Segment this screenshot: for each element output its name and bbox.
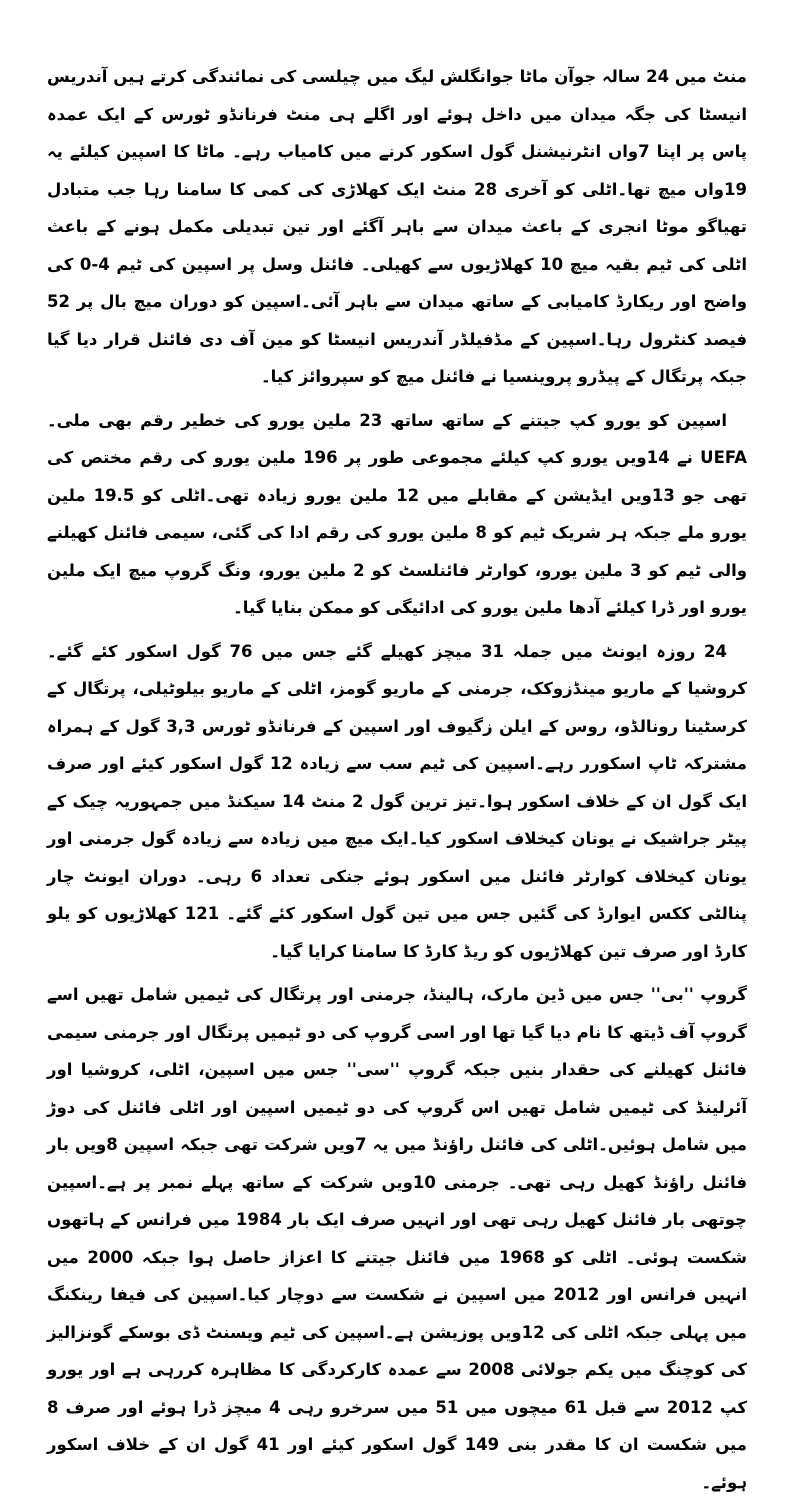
paragraph-prize-money: اسپین کو یورو کپ جیتنے کے ساتھ ساتھ 23 ملین یورو کی خطیر رقم بھی ملی۔ UEFA نے 14ویں یورو کپ کیلئے مجموعی طور پر 196 ملین یورو کی رقم مختص کی تھی جو 13ویں ایڈیشن کے مقابلے میں 12 ملین یورو زیادہ تھی۔اٹلی کو 19.5 ملین یورو ملے جبکہ ہر شریک ٹیم کو 8 ملین یورو کی رقم ادا کی گئی، سیمی فائنل کھیلنے والی ٹیم کو 3 ملین یورو، کوارٹر فائنلسٹ کو 2 ملین یورو، ونگ گروپ میچ ایک ملین یورو اور ڈرا کیلئے آدھا ملین یورو کی ادائیگی کو ممکن بنایا گیا۔ [47,410,748,617]
paragraph-tournament-statistics: 24 روزہ ایونٹ میں جملہ 31 میچز کھیلے گئے جس میں 76 گول اسکور کئے گئے۔کروشیا کے ماریو مینڈزوکک، جرمنی کے ماریو گومز، اٹلی کے ماریو بیلوٹیلی، پرتگال کے کرسٹینا رونالڈو، روس کے ایلن زگیوف اور اسپین کے فرنانڈو ٹورس 3,3 گول کے ہمراہ مشترکہ ٹاپ اسکورر رہے۔اسپین کی ٹیم سب سے زیادہ 12 گول اسکور کیئے اور صرف ایک گول ان کے خلاف اسکور ہوا۔تیز ترین گول 2 منٹ 14 سیکنڈ میں جمہوریہ چیک کے پیٹر جراشیک نے یونان کیخلاف اسکور کیا۔ایک میچ میں زیادہ سے زیادہ گول جرمنی اور یونان کیخلاف کوارٹر فائنل میں اسکور ہوئے جنکی تعداد 6 رہی۔ دوران ایونٹ چار پنالٹی ککس ایوارڈ کی گئیں جس میں تین گول اسکور کئے گئے۔ 121 کھلاڑیوں کو یلو کارڈ اور صرف تین کھلاڑیوں کو ریڈ کارڈ کا سامنا کرایا گیا۔ [47,641,748,961]
document-page [47,58,747,1501]
paragraph-final-match-summary: منٹ میں 24 سالہ جوآن ماٹا جوانگلش لیگ میں چیلسی کی نمائندگی کرتے ہیں آندریس انیسٹا کی جگہ میدان میں داخل ہوئے اور اگلے ہی منٹ فرنانڈو ٹورس کے ایک عمدہ پاس پر اپنا 7واں انٹرنیشنل گول اسکور کرنے میں کامیاب رہے۔ ماٹا کا اسپین کیلئے یہ 19واں میچ تھا۔اٹلی کو آخری 28 منٹ ایک کھلاڑی کی کمی کا سامنا رہا جب متبادل تھیاگو موٹا انجری کے باعث میدان سے باہر آگئے اور تین تبدیلی مکمل ہونے کے باعث اٹلی کی ٹیم بقیہ میچ 10 کھلاڑیوں سے کھیلی۔ فائنل وسل پر اسپین کی ٹیم 4-0 کی واضح اور ریکارڈ کامیابی کے ساتھ میدان سے باہر آئی۔اسپین کو دوران میچ بال پر 52 فیصد کنٹرول رہا۔اسپین کے مڈفیلڈر آندریس انیسٹا کو مین آف دی فائنل قرار دیا گیا جبکہ پرتگال کے پیڈرو پروینسیا نے فائنل میچ کو سپروائز کیا۔ [47,67,747,386]
paragraph-groups-and-history: گروپ ''بی'' جس میں ڈین مارک، ہالینڈ، جرمنی اور پرتگال کی ٹیمیں شامل تھیں اسے گروپ آف ڈیتھ کا نام دیا گیا تھا اور اسی گروپ کی دو ٹیمیں پرتگال اور جرمنی سیمی فائنل کھیلنے کی حقدار بنیں جبکہ گروپ ''سی'' جس میں اسپین، اٹلی، کروشیا اور آئرلینڈ کی ٹیمیں شامل تھیں اس گروپ کی دو ٹیمیں اسپین اور اٹلی فائنل کی دوڑ میں شامل ہوئیں۔اٹلی کی فائنل راؤنڈ میں یہ 7ویں شرکت تھی جبکہ اسپین 8ویں بار فائنل راؤنڈ کھیل رہی تھی۔ جرمنی 10ویں شرکت کے ساتھ پہلے نمبر پر ہے۔اسپین چوتھی بار فائنل کھیل رہی تھی اور انہیں صرف ایک بار 1984 میں فرانس کے ہاتھوں شکست ہوئی۔ اٹلی کو 1968 میں فائنل جیتنے کا اعزاز حاصل ہوا جبکہ 2000 میں انہیں فرانس اور 2012 میں اسپین نے شکست سے دوچار کیا۔اسپین کی فیفا رینکنگ میں پہلی جبکہ اٹلی کی 12ویں پوزیشن ہے۔اسپین کی ٹیم ویسنٹ ڈی بوسکے گونزالیز کی کوچنگ میں یکم جولائی 2008 سے عمدہ کارکردگی کا مظاہرہ کررہی ہے اور یورو کپ 2012 سے قبل 61 میچوں میں 51 میں سرخرو رہی 4 میچز ڈرا ہوئے اور صرف 8 میں شکست ان کا مقدر بنی 149 گول اسکور کیئے اور 41 گول ان کے خلاف اسکور ہوئے۔ [47,985,748,1492]
